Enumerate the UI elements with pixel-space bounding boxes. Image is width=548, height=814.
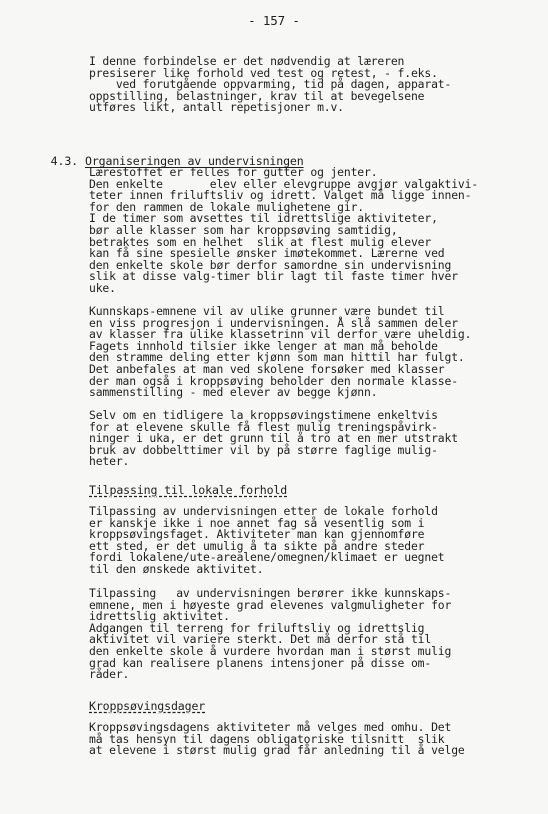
text-line: Fagets innhold tilsier ikke lenger at man må beholde bbox=[89, 338, 438, 353]
text-line: for den rammen de lokale mulighetene gir. bbox=[89, 199, 365, 214]
text-line: Selv om en tidligere la kroppsøvingstimene enkeltvis bbox=[89, 408, 438, 422]
text-line: aktivitet vil variere sterkt. Det må derfor stå til bbox=[89, 632, 432, 647]
section-title: Organiseringen av undervisningen bbox=[85, 154, 304, 168]
text-line: at elevene i størst mulig grad får anledning til å velge bbox=[89, 743, 465, 758]
text-line: bør alle klasser som har kroppsøving samtidig, bbox=[89, 222, 398, 237]
text-line: Adgangen til terreng for friluftsliv og idrettslig bbox=[89, 620, 425, 635]
text-line: oppstilling, belastninger, krav til at bevegelsene bbox=[89, 88, 425, 103]
text-line: kroppsøvingsfaget. Aktiviteter man kan gjennomføre bbox=[89, 527, 425, 542]
text-line: Lærestoffet er felles for gutter og jenter. bbox=[89, 165, 378, 179]
text-line: den stramme deling etter kjønn som man hittil har fulgt. bbox=[89, 350, 465, 365]
text-line: av klasser fra ulike klassetrinn vil derfor være uheldig. bbox=[89, 327, 472, 342]
page-number: - 157 - bbox=[248, 13, 300, 28]
paragraph bbox=[89, 306, 509, 399]
text-line: utføres likt, antall repetisjoner m.v. bbox=[89, 100, 344, 115]
text-line: en viss progresjon i undervisningen. Å slå sammen deler bbox=[89, 315, 458, 330]
text-line: bruk av dobbelttimer vil by på større faglige mulig- bbox=[89, 442, 438, 457]
section-number: 4.3. bbox=[50, 154, 78, 168]
text-line: kan få sine spesielle ønsker imøtekommet. Lærerne ved bbox=[89, 246, 445, 261]
paragraph bbox=[89, 722, 509, 757]
text-line: presiserer like forhold ved test og retest, - f.eks. bbox=[89, 65, 438, 80]
text-line: Tilpassing av undervisningen berører ikke kunnskaps- bbox=[89, 586, 452, 600]
text-line: betraktes som en helhet slik at flest mulig elever bbox=[89, 234, 432, 249]
section-heading bbox=[37, 140, 304, 168]
subheading-pe-days: Kroppsøvingsdager bbox=[89, 699, 206, 713]
text-line: må tas hensyn til dagens obligatoriske tilsnitt slik bbox=[89, 731, 445, 746]
paragraph bbox=[89, 588, 509, 681]
text-line: idrettslig aktivitet. bbox=[89, 609, 230, 624]
text-line: Den enkelte elev eller elevgruppe avgjør valgaktivi- bbox=[89, 176, 479, 191]
text-line: til den ønskede aktivitet. bbox=[89, 561, 264, 576]
text-line: fordi lokalene/ute-arealene/omegnen/klimaet er uegnet bbox=[89, 550, 445, 565]
text-line: Det anbefales at man ved skolene forsøker med klasser bbox=[89, 361, 445, 376]
text-line: er kanskje ikke i noe annet fag så vesentlig som i bbox=[89, 515, 425, 530]
text-line: heter. bbox=[89, 454, 130, 469]
text-line: sammenstilling - med elever av begge kjønn. bbox=[89, 385, 378, 400]
text-line: uke. bbox=[89, 280, 116, 295]
text-line: emnene, men i høyeste grad elevenes valgmuligheter for bbox=[89, 597, 452, 612]
text-line: teter innen friluftsliv og idrett. Valget må ligge innen- bbox=[89, 188, 472, 203]
text-line: ett sted, er det umulig å ta sikte på andre steder bbox=[89, 538, 425, 553]
text-line: grad kan realisere planens intensjoner på disse om- bbox=[89, 655, 432, 670]
subheading-local-conditions: Tilpassing til lokale forhold bbox=[89, 483, 288, 497]
text-line: I denne forbindelse er det nødvendig at læreren bbox=[89, 54, 405, 68]
text-line: ninger i uka, er det grunn til å tro at en mer utstrakt bbox=[89, 431, 458, 446]
paragraph bbox=[89, 410, 509, 468]
text-line: Tilpassing av undervisningen etter de lokale forhold bbox=[89, 504, 438, 518]
text-line: den enkelte skole å vurdere hvordan man i størst mulig bbox=[89, 643, 452, 658]
text-line: Kunnskaps-emnene vil av ulike grunner være bundet til bbox=[89, 304, 445, 318]
text-line: slik at disse valg-timer blir lagt til faste timer hver bbox=[89, 269, 458, 284]
text-line: for at elevene skulle få flest mulig treningspåvirk- bbox=[89, 419, 438, 434]
text-line: Kroppsøvingsdagens aktiviteter må velges med omhu. Det bbox=[89, 720, 452, 734]
paragraph bbox=[89, 506, 509, 576]
text-line: ved forutgående oppvarming, tid på dagen, apparat- bbox=[89, 77, 452, 92]
text-line: der man også i kroppsøving beholder den normale klasse- bbox=[89, 373, 458, 388]
text-line: I de timer som avsettes til idrettslige aktiviteter, bbox=[89, 211, 438, 226]
paragraph bbox=[89, 167, 509, 295]
text-line: den enkelte skole bør derfor samordne sin undervisning bbox=[89, 257, 452, 272]
intro-paragraph bbox=[89, 56, 509, 114]
text-line: råder. bbox=[89, 667, 130, 682]
